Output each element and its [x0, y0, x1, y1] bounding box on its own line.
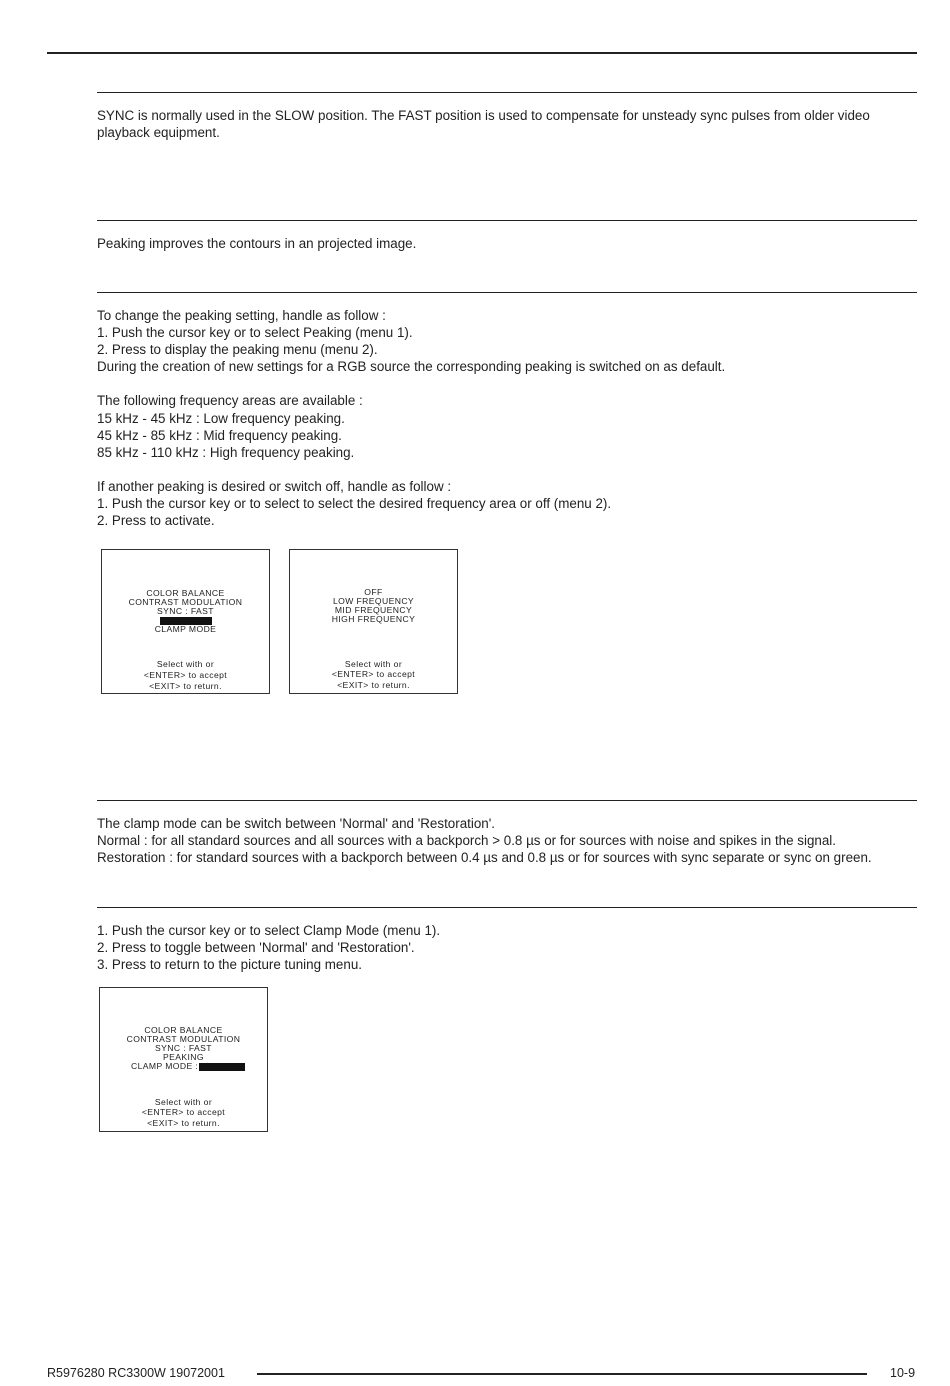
- menu-item-label: CLAMP MODE :: [131, 1061, 199, 1071]
- menu-item-highlight: [199, 1063, 245, 1071]
- menu-item: MID FREQUENCY: [334, 605, 413, 615]
- menu-footer: <ENTER> to accept: [141, 1107, 226, 1117]
- footer-doc-id: R5976280 RC3300W 19072001: [47, 1366, 225, 1380]
- sync-text: playback equipment.: [97, 125, 220, 140]
- menu-item: HIGH FREQUENCY: [331, 614, 416, 624]
- menu-item: SYNC : FAST: [157, 606, 214, 616]
- header-rule: [47, 52, 917, 54]
- menu-footer: Select with or: [156, 659, 215, 669]
- menu-item: COLOR BALANCE: [146, 588, 225, 598]
- clamp-text: Restoration : for standard sources with a backporch between 0.4 µs and 0.8 µs or for sources with sync separate or sync on green.: [97, 850, 872, 865]
- footer-rule: [257, 1373, 867, 1375]
- menu-item: LOW FREQUENCY: [332, 596, 415, 606]
- clamp-step: 2. Press to toggle between 'Normal' and 'Restoration'.: [97, 940, 415, 955]
- menu-item: [100, 1062, 267, 1071]
- clamp-step: 1. Push the cursor key or to select Clamp Mode (menu 1).: [97, 923, 441, 938]
- clamp-step: 3. Press to return to the picture tuning menu.: [97, 957, 362, 972]
- section-rule: [97, 907, 917, 908]
- peaking-step: 1. Push the cursor key or to select Peaking (menu 1).: [97, 325, 413, 340]
- menu-footer: Select with or: [154, 1097, 213, 1107]
- menu-footer: <EXIT> to return.: [149, 681, 222, 691]
- peaking-step: The following frequency areas are available :: [97, 393, 363, 408]
- menu-footer: Select with or: [344, 659, 403, 669]
- peaking-intro: Peaking improves the contours in an projected image.: [97, 236, 417, 251]
- menu-item: SYNC : FAST: [155, 1043, 212, 1053]
- section-rule: [97, 220, 917, 221]
- clamp-text: The clamp mode can be switch between 'Normal' and 'Restoration'.: [97, 816, 496, 831]
- clamp-text: Normal : for all standard sources and all sources with a backporch > 0.8 µs or for sources with noise and spikes in the signal.: [97, 833, 836, 848]
- menu-item: PEAKING: [162, 1052, 204, 1062]
- peaking-step: 85 kHz - 110 kHz : High frequency peaking.: [97, 445, 355, 460]
- section-rule: [97, 800, 917, 801]
- peaking-step: 2. Press to activate.: [97, 513, 215, 528]
- peaking-step: If another peaking is desired or switch off, handle as follow :: [97, 479, 452, 494]
- menu-item: COLOR BALANCE: [144, 1025, 223, 1035]
- menu2-screen: [289, 549, 458, 694]
- menu-item: CONTRAST MODULATION: [128, 597, 243, 607]
- peaking-step: To change the peaking setting, handle as follow :: [97, 308, 386, 323]
- peaking-step: During the creation of new settings for a RGB source the corresponding peaking is switched on as default.: [97, 359, 726, 374]
- menu-footer: <ENTER> to accept: [143, 670, 228, 680]
- menu-footer: <ENTER> to accept: [331, 669, 416, 679]
- menu-footer: <EXIT> to return.: [147, 1118, 220, 1128]
- menu-item: CLAMP MODE: [154, 624, 217, 634]
- page-number: 10-9: [890, 1366, 916, 1380]
- section-rule: [97, 92, 917, 93]
- peaking-step: 1. Push the cursor key or to select to select the desired frequency area or off (menu 2).: [97, 496, 612, 511]
- sync-text: SYNC is normally used in the SLOW position. The FAST position is used to compensate for unsteady sync pulses from older video: [97, 108, 870, 123]
- menu-footer: <EXIT> to return.: [337, 680, 410, 690]
- section-rule: [97, 292, 917, 293]
- peaking-step: 45 kHz - 85 kHz : Mid frequency peaking.: [97, 428, 342, 443]
- peaking-step: 15 kHz - 45 kHz : Low frequency peaking.: [97, 411, 345, 426]
- menu-item: OFF: [364, 587, 383, 597]
- peaking-step: 2. Press to display the peaking menu (menu 2).: [97, 342, 378, 357]
- menu1-screen: [101, 549, 270, 694]
- menu3-screen: [99, 987, 268, 1132]
- menu-item: CONTRAST MODULATION: [126, 1034, 241, 1044]
